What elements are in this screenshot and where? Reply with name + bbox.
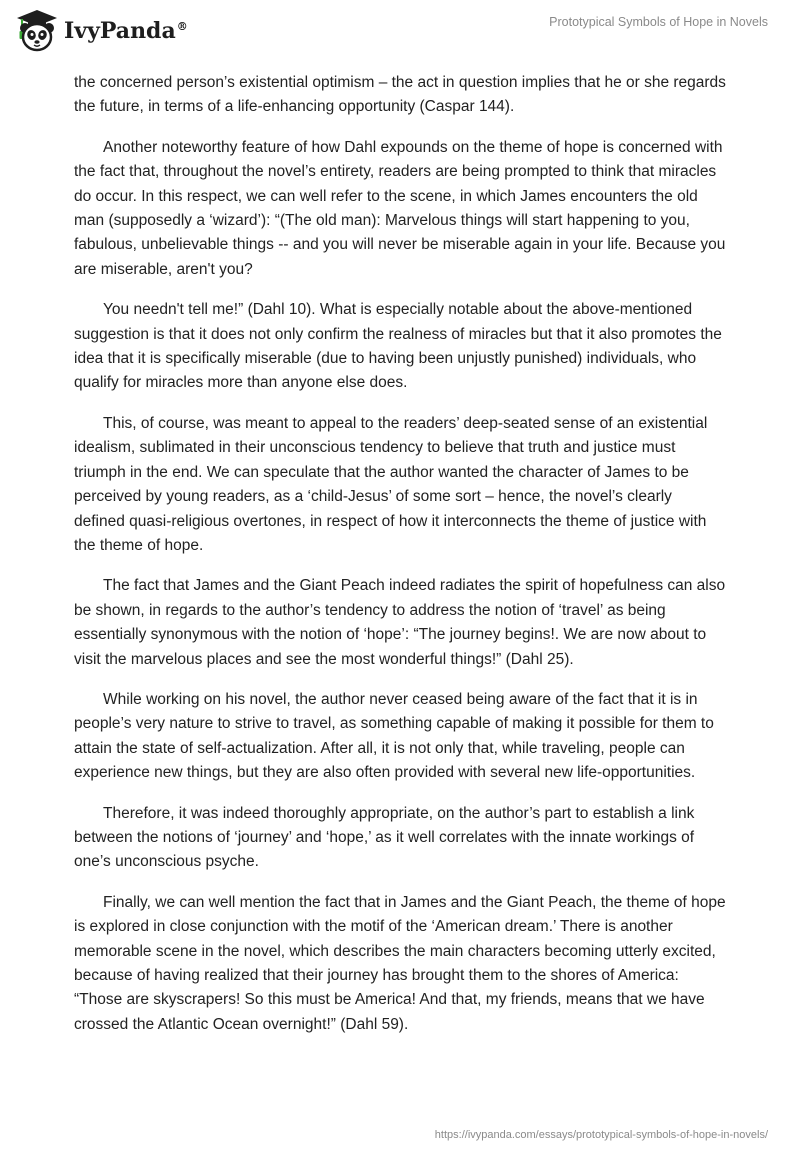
essay-body: [74, 71, 726, 1053]
paragraph: the concerned person’s existential optimism – the act in question implies that he or she regards the future, in terms of a life-enhancing opportunity (Caspar 144).: [74, 74, 726, 116]
paragraph: You needn't tell me!” (Dahl 10). What is especially notable about the above-mentioned suggestion is that it does not only confirm the realness of miracles but that it also promotes the idea that it is specifically miserable (due to having been unjustly punished) individuals, who qualify for miracles more than anyone else does.: [74, 301, 722, 392]
ivypanda-logo[interactable]: [14, 8, 188, 54]
source-url[interactable]: https://ivypanda.com/essays/prototypical-symbols-of-hope-in-novels/: [434, 1129, 768, 1141]
brand-text: IvyPanda: [64, 18, 176, 44]
paragraph: The fact that James and the Giant Peach indeed radiates the spirit of hopefulness can also be shown, in regards to the author’s tendency to address the notion of ‘travel’ as being essentially synonymous with the notion of ‘hope’: “The journey begins!. We are now about to visit the marvelous places and see the most wonderful things!” (Dahl 25).: [74, 577, 726, 668]
paragraph: Therefore, it was indeed thoroughly appropriate, on the author’s part to establish a link between the notions of ‘journey’ and ‘hope,’ as it well correlates with the innate workings of one’s unconscious psyche.: [74, 804, 695, 871]
paragraph: Finally, we can well mention the fact that in James and the Giant Peach, the theme of hope is explored in close conjunction with the motif of the ‘American dream.’ There is another memorable scene in the novel, which describes the main characters becoming utterly excited, because of having realized that their journey has brought them to the shores of America: “Those are skyscrapers! So this must be America! And that, my friends, means that we have crossed the Atlantic Ocean overnight!” (Dahl 59).: [74, 893, 726, 1033]
paragraph: This, of course, was meant to appeal to the readers’ deep-seated sense of an existential idealism, sublimated in their unconscious tendency to believe that truth and justice must triumph in the end. We can speculate that the author wanted the character of James to be perceived by young readers, as a ‘child-Jesus’ of some sort – hence, the novel’s clearly defined quasi-religious overtones, in respect of how it interconnects the theme of justice with the theme of hope.: [74, 414, 708, 554]
brand-name: [64, 18, 188, 44]
panda-graduate-icon: [14, 8, 60, 54]
paragraph: Another noteworthy feature of how Dahl expounds on the theme of hope is concerned with the fact that, throughout the novel’s entirety, readers are being prompted to think that miracles do occur. In this respect, we can well refer to the scene, in which James encounters the old man (supposedly a ‘wizard’): “(The old man): Marvelous things will start happening to you, fabulous, unbelievable things -- and you will never be miserable again in your life. Because you are miserable, aren't you?: [74, 138, 726, 278]
page-header: [0, 0, 800, 66]
registered-mark: ®: [176, 19, 188, 33]
paragraph: While working on his novel, the author never ceased being aware of the fact that it is in people’s very nature to strive to travel, as something capable of making it possible for them to attain the state of self-actualization. After all, it is not only that, while traveling, people can experience new things, but they are also often provided with several new life-opportunities.: [74, 690, 714, 782]
document-title: Prototypical Symbols of Hope in Novels: [549, 15, 768, 29]
